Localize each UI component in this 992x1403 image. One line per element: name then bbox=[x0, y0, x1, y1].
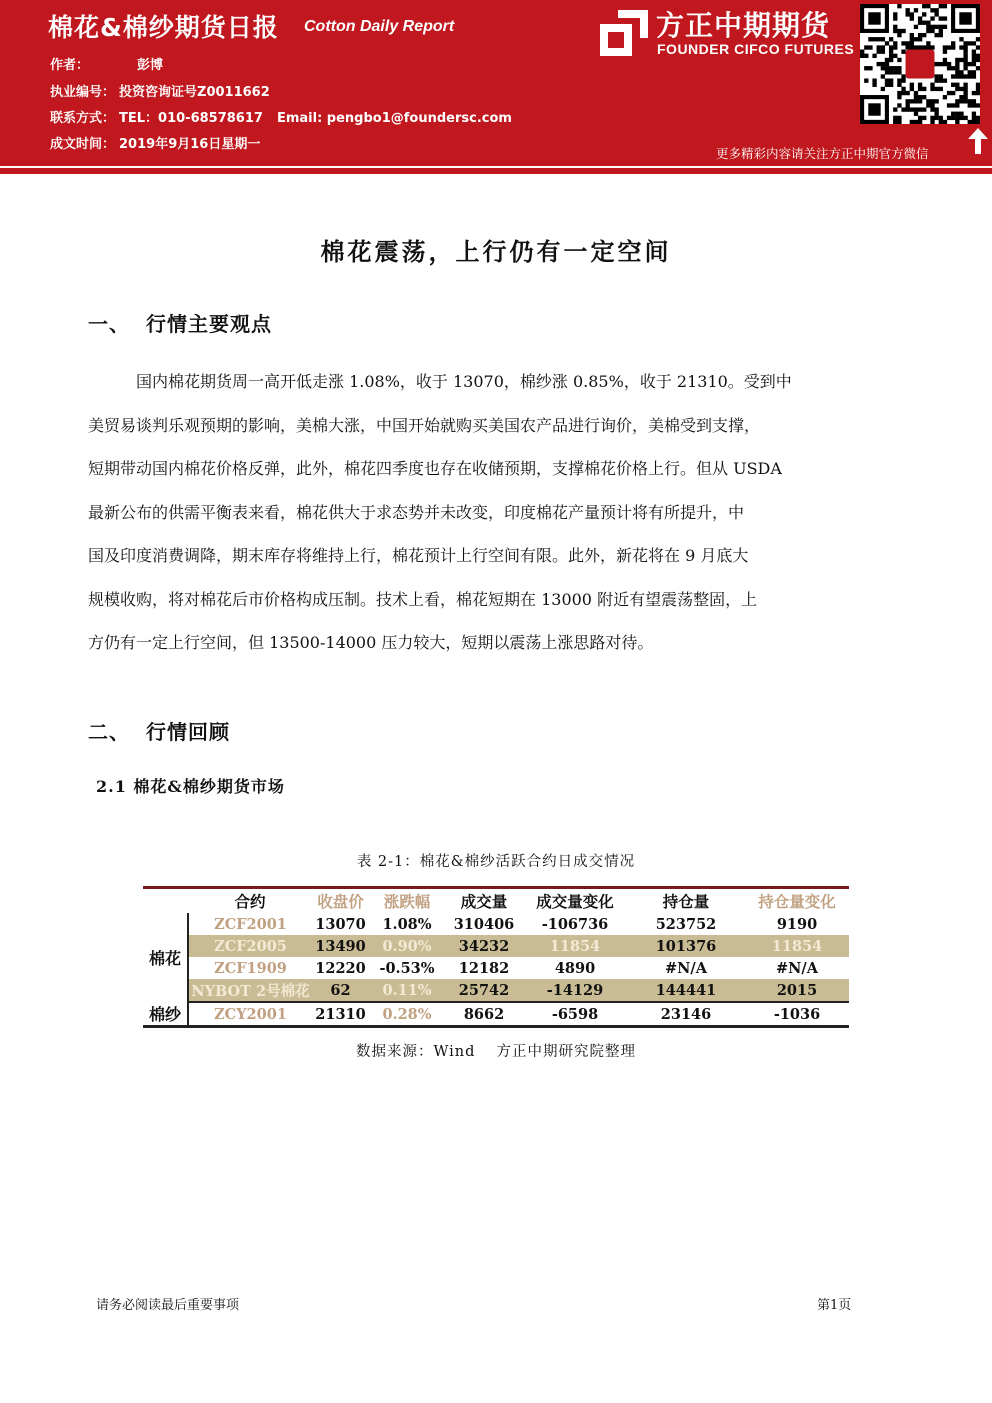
subsection-2-1-heading: 2.1 棉花&棉纱期货市场 bbox=[96, 777, 285, 796]
para-line: 最新公布的供需平衡表来看，棉花供大于求态势并未改变，印度棉花产量预计将有所提升，中 bbox=[88, 502, 745, 522]
document-title: 棉花震荡，上行仍有一定空间 bbox=[320, 237, 672, 266]
cell-volume: 25742 bbox=[445, 979, 523, 1002]
cell-close: 21310 bbox=[312, 1002, 369, 1027]
group-cotton: 棉花 bbox=[143, 913, 188, 1002]
cell-volume: 310406 bbox=[453, 915, 515, 933]
table-header-row bbox=[143, 888, 849, 914]
table-source: 数据来源：Wind 方正中期研究院整理 bbox=[355, 1044, 636, 1060]
logo-name-cn: 方正中期期货 bbox=[656, 9, 831, 42]
cell-close: 13490 bbox=[312, 935, 369, 957]
section-2-title: 行情回顾 bbox=[146, 720, 230, 744]
report-title-en: Cotton Daily Report bbox=[304, 18, 455, 35]
para-line: 美贸易谈判乐观预期的影响，美棉大涨，中国开始就购买美国农产品进行询价，美棉受到支撑， bbox=[88, 415, 761, 435]
cell-volume-change: -106736 bbox=[541, 915, 609, 933]
table-row bbox=[143, 979, 849, 1002]
table-row bbox=[143, 935, 849, 957]
cell-open-interest: 523752 bbox=[655, 915, 717, 933]
arrow-up-icon bbox=[968, 128, 988, 154]
cell-open-interest: 144441 bbox=[627, 979, 745, 1002]
cell-volume-change: 11854 bbox=[523, 935, 627, 957]
header-oi-change: 持仓量变化 bbox=[745, 888, 849, 914]
header-close: 收盘价 bbox=[312, 888, 369, 914]
main-view-paragraph bbox=[88, 360, 906, 665]
section-1-heading bbox=[88, 308, 272, 337]
table-row bbox=[143, 913, 849, 935]
cell-contract: ZCF1909 bbox=[214, 959, 287, 977]
cell-volume: 34232 bbox=[445, 935, 523, 957]
cell-change-pct: 0.11% bbox=[369, 979, 445, 1002]
cell-open-interest: 101376 bbox=[627, 935, 745, 957]
cell-close: 13070 bbox=[315, 915, 366, 933]
license-number: 投资咨询证号Z0011662 bbox=[119, 85, 270, 100]
table-row bbox=[143, 1002, 849, 1027]
header-contract: 合约 bbox=[188, 888, 312, 914]
header-volume-change: 成交量变化 bbox=[523, 888, 627, 914]
cell-volume: 8662 bbox=[445, 1002, 523, 1027]
cell-volume: 12182 bbox=[458, 959, 510, 977]
page-number: 第1页 bbox=[817, 1298, 852, 1313]
section-1-number: 一、 bbox=[88, 312, 130, 336]
header-divider bbox=[0, 166, 992, 174]
contact-email[interactable]: Email: pengbo1@foundersc.com bbox=[276, 111, 512, 126]
section-1-title: 行情主要观点 bbox=[146, 312, 272, 336]
cell-oi-change: 9190 bbox=[776, 915, 818, 933]
date-label: 成文时间： bbox=[50, 137, 116, 152]
cell-contract: NYBOT 2号棉花 bbox=[188, 979, 312, 1002]
section-2-number: 二、 bbox=[88, 720, 130, 744]
logo-name-en: FOUNDER CIFCO FUTURES bbox=[657, 41, 855, 57]
report-date: 2019年9月16日星期一 bbox=[119, 137, 261, 152]
cell-change-pct: 0.28% bbox=[369, 1002, 445, 1027]
contact-label: 联系方式： bbox=[50, 111, 116, 126]
contact-line bbox=[50, 107, 512, 126]
cell-contract: ZCY2001 bbox=[188, 1002, 312, 1027]
section-2-heading bbox=[88, 716, 230, 745]
cell-volume-change: 4890 bbox=[554, 959, 596, 977]
date-line bbox=[50, 133, 260, 152]
header-group bbox=[143, 888, 188, 914]
cell-change-pct: 1.08% bbox=[382, 915, 432, 933]
cell-oi-change: 11854 bbox=[745, 935, 849, 957]
author-name: 彭博 bbox=[137, 58, 164, 73]
author-label: 作者： bbox=[50, 58, 90, 73]
cell-change-pct: -0.53% bbox=[379, 959, 435, 977]
para-line: 国内棉花期货周一高开低走涨 1.08%，收于 13070，棉纱涨 0.85%，收于 21310。受到中 bbox=[136, 372, 792, 391]
wechat-qr-code[interactable] bbox=[860, 4, 980, 124]
cell-close: 62 bbox=[312, 979, 369, 1002]
contact-tel: TEL：010-68578617 bbox=[119, 111, 263, 126]
cell-open-interest: #N/A bbox=[665, 959, 707, 977]
cell-volume-change: -6598 bbox=[523, 1002, 627, 1027]
header-volume: 成交量 bbox=[445, 888, 523, 914]
table-row bbox=[143, 957, 849, 979]
cell-oi-change: -1036 bbox=[745, 1002, 849, 1027]
header-open-interest: 持仓量 bbox=[627, 888, 745, 914]
cell-change-pct: 0.90% bbox=[369, 935, 445, 957]
cell-oi-change: #N/A bbox=[776, 959, 818, 977]
para-line: 规模收购，将对棉花后市价格构成压制。技术上看，棉花短期在 13000 附近有望震荡整固，上 bbox=[88, 589, 758, 609]
cell-contract: ZCF2005 bbox=[188, 935, 312, 957]
para-line: 国及印度消费调降，期末库存将维持上行，棉花预计上行空间有限。此外，新花将在 9 月底大 bbox=[88, 546, 749, 565]
follow-wechat-text: 更多精彩内容请关注方正中期官方微信 bbox=[716, 146, 929, 161]
report-title: 棉花&棉纱期货日报 bbox=[48, 13, 279, 42]
header-change-pct: 涨跌幅 bbox=[369, 888, 445, 914]
license-label: 执业编号： bbox=[50, 85, 116, 100]
founder-logo-icon bbox=[600, 10, 648, 56]
cell-volume-change: -14129 bbox=[523, 979, 627, 1002]
group-yarn: 棉纱 bbox=[143, 1002, 188, 1027]
author-line bbox=[50, 54, 163, 73]
license-line bbox=[50, 81, 270, 100]
cell-oi-change: 2015 bbox=[745, 979, 849, 1002]
report-header bbox=[0, 0, 992, 166]
footer-notice: 请务必阅读最后重要事项 bbox=[96, 1298, 240, 1313]
cell-close: 12220 bbox=[315, 959, 366, 977]
cell-open-interest: 23146 bbox=[627, 1002, 745, 1027]
futures-trading-table bbox=[143, 886, 849, 1028]
para-line: 短期带动国内棉花价格反弹，此外，棉花四季度也存在收储预期，支撑棉花价格上行。但从 USDA bbox=[88, 459, 782, 478]
table-caption: 表 2-1：棉花&棉纱活跃合约日成交情况 bbox=[356, 854, 636, 870]
cell-contract: ZCF2001 bbox=[214, 915, 287, 933]
para-line: 方仍有一定上行空间，但 13500-14000 压力较大，短期以震荡上涨思路对待。 bbox=[88, 633, 654, 652]
